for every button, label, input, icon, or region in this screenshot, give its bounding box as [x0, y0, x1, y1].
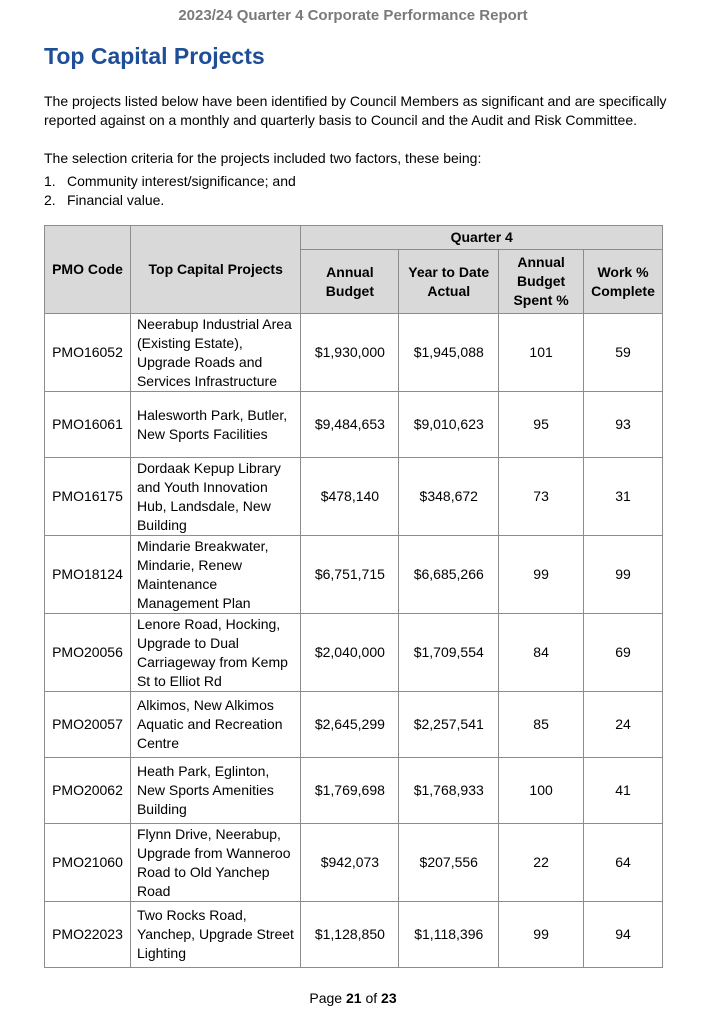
cell-spent: 95: [499, 392, 584, 458]
capital-projects-table: [44, 225, 663, 968]
cell-code: PMO21060: [45, 824, 131, 902]
header-budget-spent: Annual Budget Spent %: [499, 250, 584, 314]
table-row: [45, 824, 663, 902]
header-quarter: Quarter 4: [301, 226, 663, 250]
list-item: [44, 172, 296, 191]
cell-budget: $2,645,299: [301, 692, 399, 758]
cell-spent: 85: [499, 692, 584, 758]
cell-code: PMO16052: [45, 314, 131, 392]
cell-work: 69: [584, 614, 663, 692]
cell-actual: $6,685,266: [399, 536, 499, 614]
cell-budget: $9,484,653: [301, 392, 399, 458]
cell-actual: $2,257,541: [399, 692, 499, 758]
report-header: 2023/24 Quarter 4 Corporate Performance Report: [178, 7, 528, 24]
list-text: Financial value.: [67, 192, 165, 208]
cell-work: 59: [584, 314, 663, 392]
cell-spent: 101: [499, 314, 584, 392]
cell-project: Heath Park, Eglinton, New Sports Amenities Building: [130, 758, 301, 824]
cell-project: Lenore Road, Hocking, Upgrade to Dual Carriageway from Kemp St to Elliot Rd: [130, 614, 301, 692]
header-pmo-code: PMO Code: [45, 226, 131, 314]
cell-spent: 22: [499, 824, 584, 902]
cell-spent: 73: [499, 458, 584, 536]
cell-code: PMO16175: [45, 458, 131, 536]
cell-budget: $1,769,698: [301, 758, 399, 824]
cell-work: 99: [584, 536, 663, 614]
cell-project: Halesworth Park, Butler, New Sports Facilities: [130, 392, 301, 458]
cell-budget: $1,128,850: [301, 902, 399, 968]
footer-of: of: [365, 990, 378, 1006]
header-project: Top Capital Projects: [130, 226, 301, 314]
table-row: [45, 314, 663, 392]
cell-project: Dordaak Kepup Library and Youth Innovation Hub, Landsdale, New Building: [130, 458, 301, 536]
cell-budget: $478,140: [301, 458, 399, 536]
cell-actual: $1,945,088: [399, 314, 499, 392]
cell-code: PMO20057: [45, 692, 131, 758]
cell-work: 41: [584, 758, 663, 824]
header-work-complete: Work % Complete: [584, 250, 663, 314]
table-row: [45, 392, 663, 458]
cell-work: 94: [584, 902, 663, 968]
intro-paragraph: The projects listed below have been identified by Council Members as significant and are specifically reported against on a monthly and quarterly basis to Council and the Audit and Risk Committee.: [44, 93, 667, 128]
list-item: [44, 191, 296, 210]
criteria-list: [44, 172, 296, 210]
cell-actual: $1,118,396: [399, 902, 499, 968]
cell-budget: $1,930,000: [301, 314, 399, 392]
table-row: [45, 902, 663, 968]
cell-code: PMO18124: [45, 536, 131, 614]
cell-code: PMO22023: [45, 902, 131, 968]
cell-code: PMO20056: [45, 614, 131, 692]
table-row: [45, 536, 663, 614]
table-row: [45, 458, 663, 536]
list-text: Community interest/significance; and: [67, 173, 296, 189]
table-row: [45, 614, 663, 692]
footer-prefix: Page: [309, 990, 343, 1006]
cell-spent: 99: [499, 902, 584, 968]
criteria-intro: The selection criteria for the projects included two factors, these being:: [44, 150, 482, 166]
cell-actual: $207,556: [399, 824, 499, 902]
list-number: 1.: [44, 173, 56, 189]
cell-project: Neerabup Industrial Area (Existing Estate), Upgrade Roads and Services Infrastructure: [130, 314, 301, 392]
cell-code: PMO16061: [45, 392, 131, 458]
page-title: Top Capital Projects: [44, 43, 265, 69]
cell-work: 93: [584, 392, 663, 458]
cell-spent: 84: [499, 614, 584, 692]
header-annual-budget: Annual Budget: [301, 250, 399, 314]
header-ytd-actual: Year to Date Actual: [399, 250, 499, 314]
cell-project: Mindarie Breakwater, Mindarie, Renew Maintenance Management Plan: [130, 536, 301, 614]
cell-project: Alkimos, New Alkimos Aquatic and Recreation Centre: [130, 692, 301, 758]
cell-spent: 99: [499, 536, 584, 614]
footer-total-pages: 23: [381, 990, 397, 1006]
cell-budget: $942,073: [301, 824, 399, 902]
cell-code: PMO20062: [45, 758, 131, 824]
cell-actual: $9,010,623: [399, 392, 499, 458]
cell-actual: $1,709,554: [399, 614, 499, 692]
table-row: [45, 758, 663, 824]
footer-page-number: 21: [345, 990, 362, 1006]
cell-budget: $6,751,715: [301, 536, 399, 614]
cell-actual: $348,672: [399, 458, 499, 536]
cell-budget: $2,040,000: [301, 614, 399, 692]
list-number: 2.: [44, 192, 56, 208]
cell-work: 64: [584, 824, 663, 902]
table-row: [45, 692, 663, 758]
cell-work: 24: [584, 692, 663, 758]
cell-project: Flynn Drive, Neerabup, Upgrade from Wanneroo Road to Old Yanchep Road: [130, 824, 301, 902]
page-footer: [0, 990, 706, 1006]
cell-actual: $1,768,933: [399, 758, 499, 824]
cell-project: Two Rocks Road, Yanchep, Upgrade Street Lighting: [130, 902, 301, 968]
cell-work: 31: [584, 458, 663, 536]
cell-spent: 100: [499, 758, 584, 824]
